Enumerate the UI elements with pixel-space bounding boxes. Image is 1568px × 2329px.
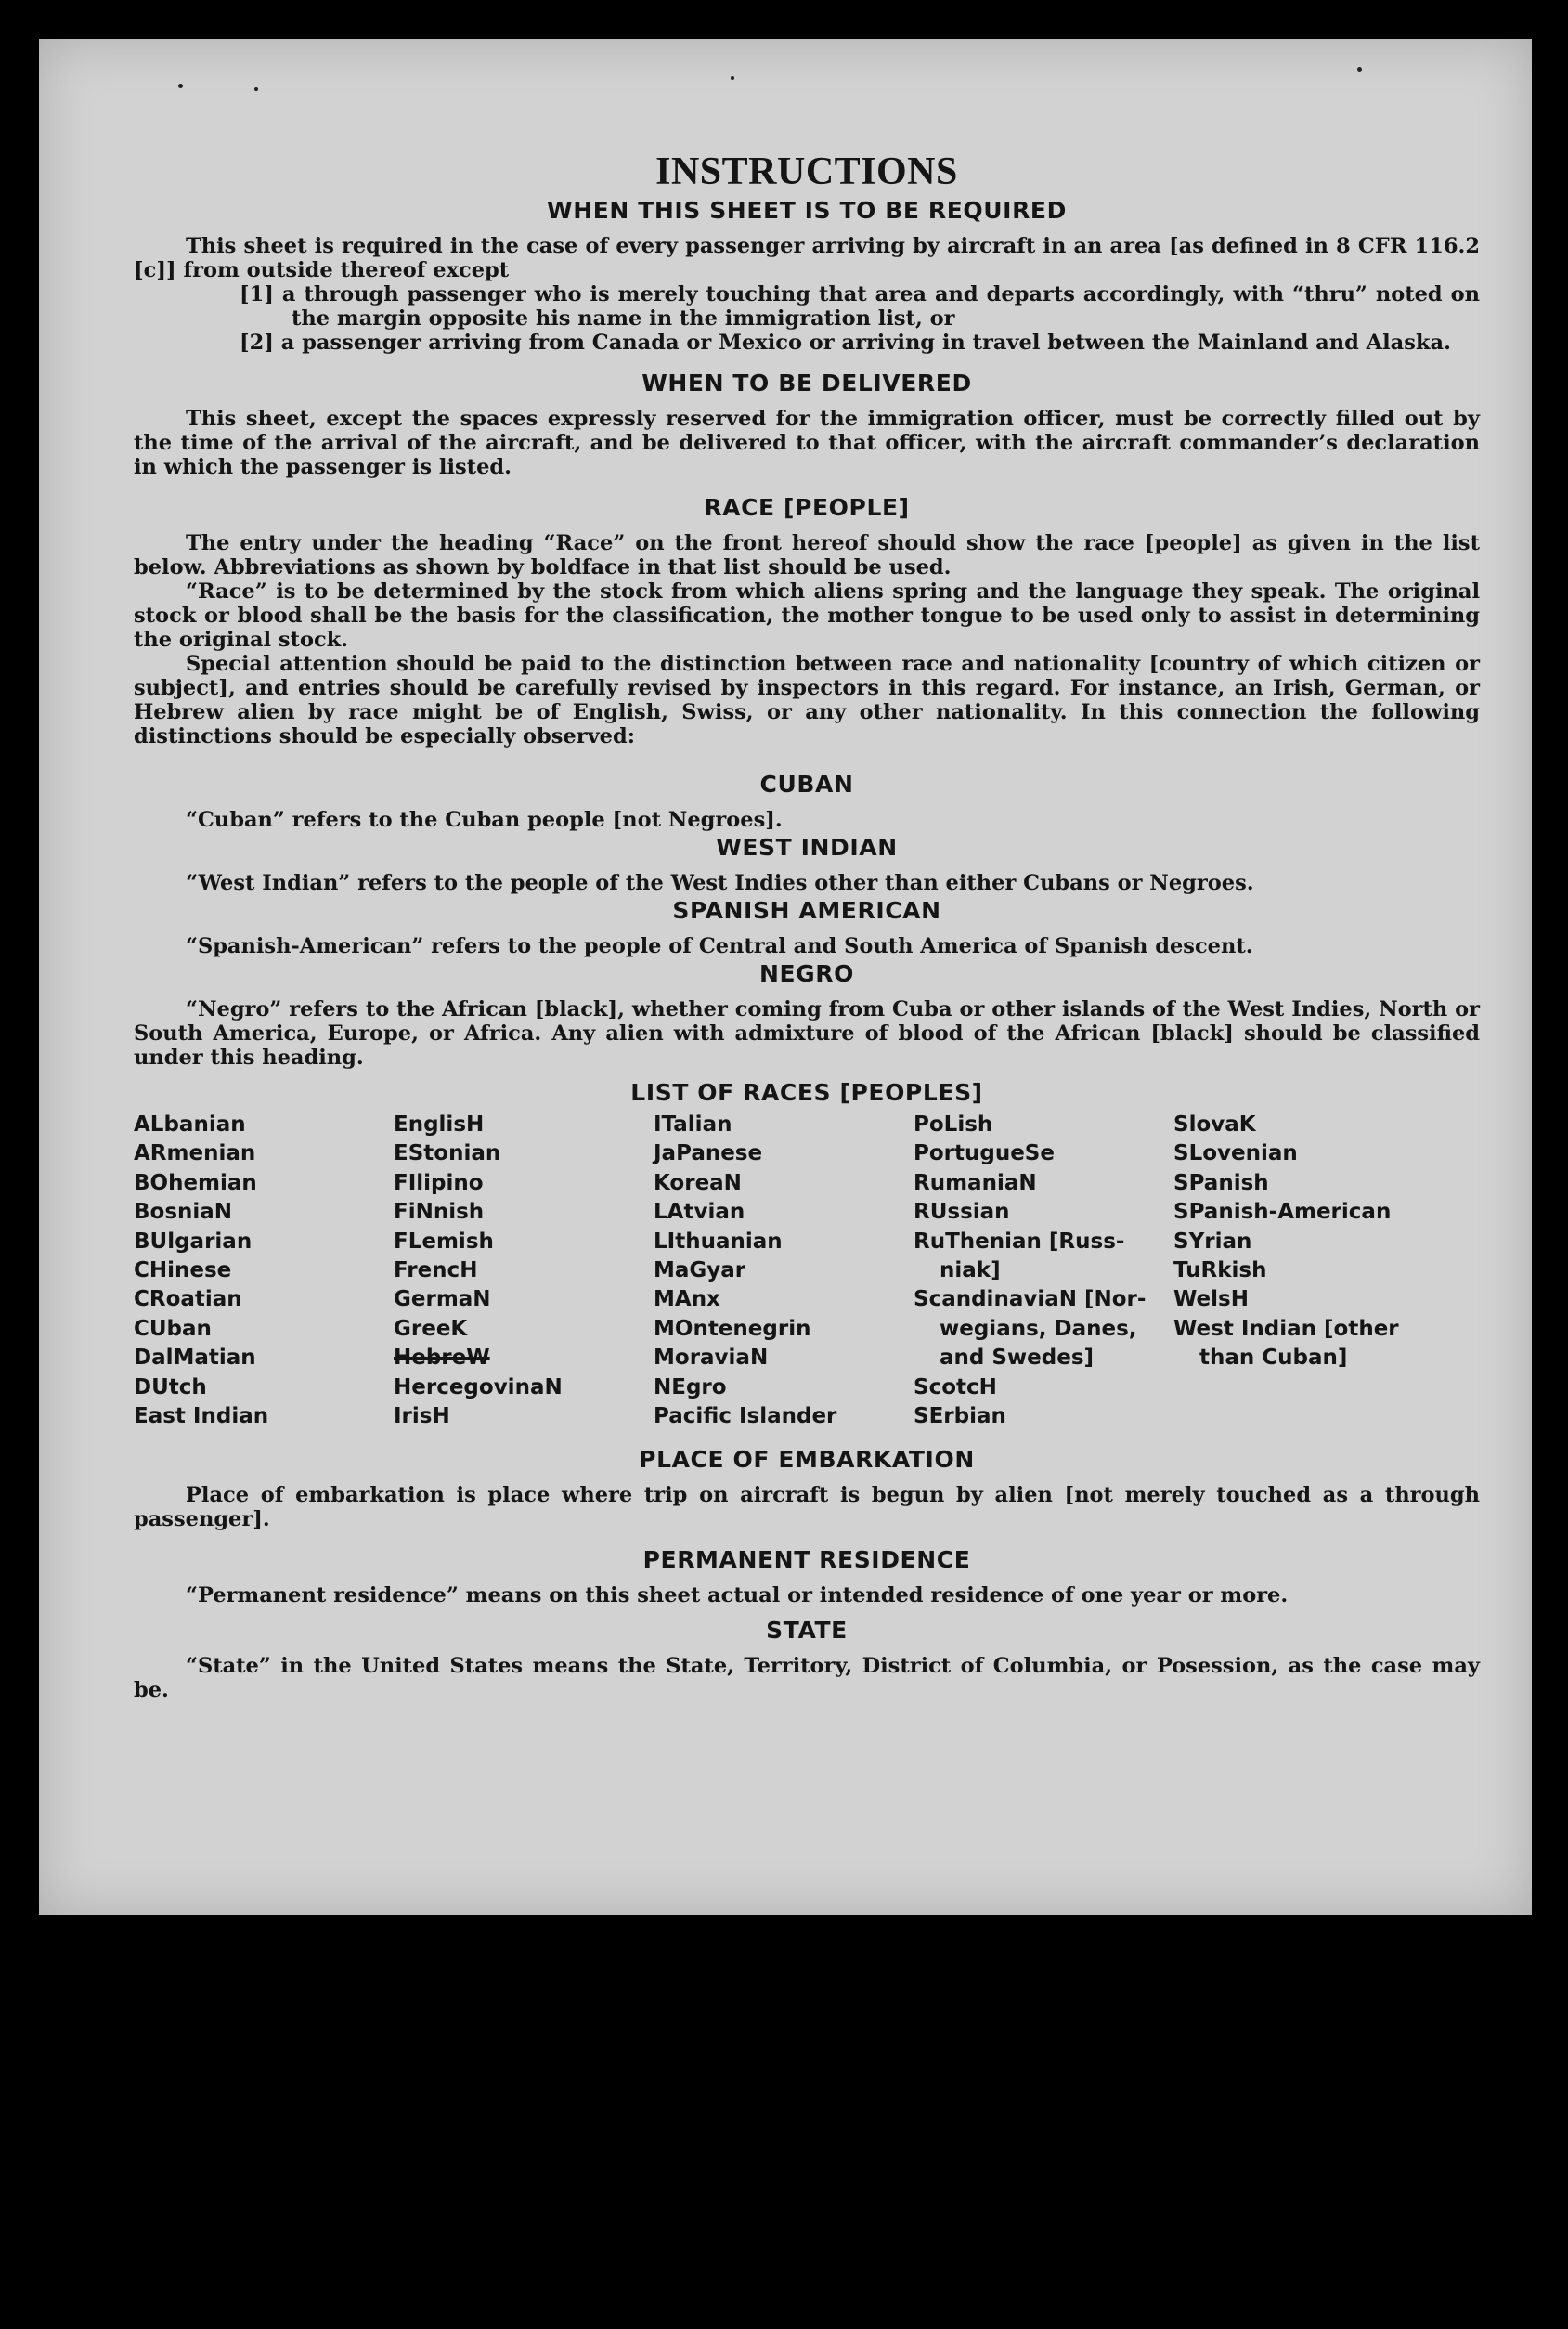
west-indian-text: “West Indian” refers to the people of the West Indies other than either Cubans or Negroes. — [186, 871, 1254, 895]
race-item: SLovenian — [1173, 1141, 1298, 1166]
race-paragraph-2: “Race” is to be determined by the stock from which aliens spring and the language they speak. The original stock or blood shall be the basis for the classification, the mother tongue to be used only to assist in determining the original stock. — [134, 579, 1480, 652]
required-text: This sheet is required in the case of every passenger arriving by aircraft in an area [as defined in 8 CFR 116.2 [c]] from outside thereof except — [134, 234, 1480, 282]
race-item: SlovaK — [1173, 1112, 1256, 1137]
race-item: SPanish — [1173, 1170, 1269, 1195]
heading-list-of-races: LIST OF RACES [PEOPLES] — [630, 1079, 983, 1106]
heading-negro: NEGRO — [758, 960, 855, 987]
race-item: SYrian — [1173, 1229, 1252, 1254]
race-item: PortugueSe — [914, 1141, 1055, 1166]
race-item: BOhemian — [134, 1170, 257, 1195]
race-item: TuRkish — [1173, 1258, 1267, 1283]
race-item: LAtvian — [654, 1200, 745, 1225]
race-paragraph-3: Special attention should be paid to the distinction between race and nationality [country of which citizen or subject], and entries should be carefully revised by inspectors in this regard. For instance, an Irish, German, or Hebrew alien by race might be of English, Swiss, or any other nationality. In this connection the following distinctions should be especially observed: — [134, 652, 1480, 748]
race-paragraph-1: The entry under the heading “Race” on the front hereof should show the race [people] as given in the list below. Abbreviations as shown by boldface in that list should be used. — [134, 531, 1480, 579]
race-item: GermaN — [394, 1287, 491, 1312]
race-item: Pacific Islander — [654, 1404, 837, 1429]
race-item: MoraviaN — [654, 1346, 769, 1371]
race-item: DUtch — [134, 1374, 207, 1399]
race-column-5 — [1173, 1111, 1443, 1431]
permanent-residence-text: “Permanent residence” means on this sheet actual or intended residence of one year or more. — [186, 1583, 1289, 1608]
heading-required: WHEN THIS SHEET IS TO BE REQUIRED — [547, 197, 1067, 224]
race-list — [134, 1111, 1480, 1431]
race-item: RUssian — [914, 1200, 1010, 1225]
race-column-2 — [394, 1111, 654, 1431]
race-item: CUban — [134, 1316, 212, 1341]
race-item: ScandinaviaN [Nor- — [914, 1287, 1147, 1312]
race-item-continued: niak] — [940, 1258, 1001, 1283]
embarkation-text: Place of embarkation is place where trip on aircraft is begun by alien [not merely touched as a through passenger]. — [134, 1483, 1480, 1532]
race-item: DalMatian — [134, 1346, 256, 1371]
race-item: ALbanian — [134, 1112, 246, 1137]
race-item: PoLish — [914, 1112, 993, 1137]
race-item: EnglisH — [394, 1112, 485, 1137]
heading-west-indian: WEST INDIAN — [716, 834, 898, 861]
speck-mark — [178, 84, 183, 88]
document-content — [134, 149, 1480, 1702]
heading-embarkation: PLACE OF EMBARKATION — [639, 1446, 975, 1474]
race-column-3 — [654, 1111, 914, 1431]
race-item: RumaniaN — [914, 1170, 1037, 1195]
page-title: INSTRUCTIONS — [655, 150, 958, 193]
speck-mark — [731, 76, 734, 80]
race-item: JaPanese — [654, 1141, 763, 1166]
race-column-4 — [914, 1111, 1173, 1431]
race-item: MAnx — [654, 1287, 720, 1312]
speck-mark — [254, 87, 258, 91]
race-item: FrencH — [394, 1258, 478, 1283]
required-item-1: [1] a through passenger who is merely touching that area and departs accordingly, with “thru” noted on the margin opposite his name in the immigration list, or — [240, 282, 1480, 331]
race-item-continued: and Swedes] — [940, 1346, 1095, 1371]
race-item: East Indian — [134, 1404, 269, 1429]
heading-permanent-residence: PERMANENT RESIDENCE — [642, 1546, 971, 1574]
race-item: ITalian — [654, 1112, 732, 1137]
negro-text: “Negro” refers to the African [black], whether coming from Cuba or other islands of the West Indies, North or South America, Europe, or Africa. Any alien with admixture of blood of the African [black] should be classified under this heading. — [134, 997, 1480, 1070]
race-item: CRoatian — [134, 1287, 242, 1312]
race-item: MaGyar — [654, 1258, 746, 1283]
race-item: BosniaN — [134, 1200, 233, 1225]
race-item: FiNnish — [394, 1200, 485, 1225]
race-item: SPanish-American — [1173, 1200, 1392, 1225]
race-item-continued: than Cuban] — [1199, 1346, 1348, 1371]
race-item: ScotcH — [914, 1374, 997, 1399]
race-item: GreeK — [394, 1316, 468, 1341]
race-item: EStonian — [394, 1141, 501, 1166]
race-item: KoreaN — [654, 1170, 742, 1195]
heading-state: STATE — [766, 1617, 848, 1645]
race-item: RuThenian [Russ- — [914, 1229, 1125, 1254]
state-text: “State” in the United States means the State, Territory, District of Columbia, or Posession, as the case may be. — [134, 1654, 1480, 1703]
cuban-text: “Cuban” refers to the Cuban people [not Negroes]. — [186, 808, 783, 832]
race-item: West Indian [other — [1173, 1316, 1399, 1341]
heading-race: RACE [PEOPLE] — [704, 494, 910, 521]
race-item: BUlgarian — [134, 1229, 253, 1254]
delivered-text: This sheet, except the spaces expressly reserved for the immigration officer, must be correctly filled out by the time of the arrival of the aircraft, and be delivered to that officer, with the aircraft commander’s declaration in which the passenger is listed. — [134, 407, 1480, 479]
race-item: MOntenegrin — [654, 1316, 811, 1341]
required-item-2: [2] a passenger arriving from Canada or Mexico or arriving in travel between the Mainland and Alaska. — [240, 331, 1451, 355]
spanish-american-text: “Spanish-American” refers to the people of Central and South America of Spanish descent. — [186, 934, 1253, 958]
race-item-continued: wegians, Danes, — [940, 1316, 1137, 1341]
race-item: LIthuanian — [654, 1229, 783, 1254]
speck-mark — [1357, 67, 1362, 72]
race-item: WelsH — [1173, 1287, 1249, 1312]
race-item: SErbian — [914, 1404, 1006, 1429]
race-item: HercegovinaN — [394, 1374, 563, 1399]
heading-delivered: WHEN TO BE DELIVERED — [641, 370, 972, 397]
heading-spanish-american: SPANISH AMERICAN — [672, 897, 941, 924]
race-item-struck: HebreW — [394, 1346, 490, 1371]
race-item: ARmenian — [134, 1141, 256, 1166]
heading-cuban: CUBAN — [759, 771, 854, 798]
race-item: NEgro — [654, 1374, 727, 1399]
race-column-1 — [134, 1111, 394, 1431]
race-item: IrisH — [394, 1404, 450, 1429]
race-item: FIlipino — [394, 1170, 484, 1195]
race-item: FLemish — [394, 1229, 494, 1254]
race-item: CHinese — [134, 1258, 232, 1283]
document-sheet — [39, 39, 1532, 1915]
